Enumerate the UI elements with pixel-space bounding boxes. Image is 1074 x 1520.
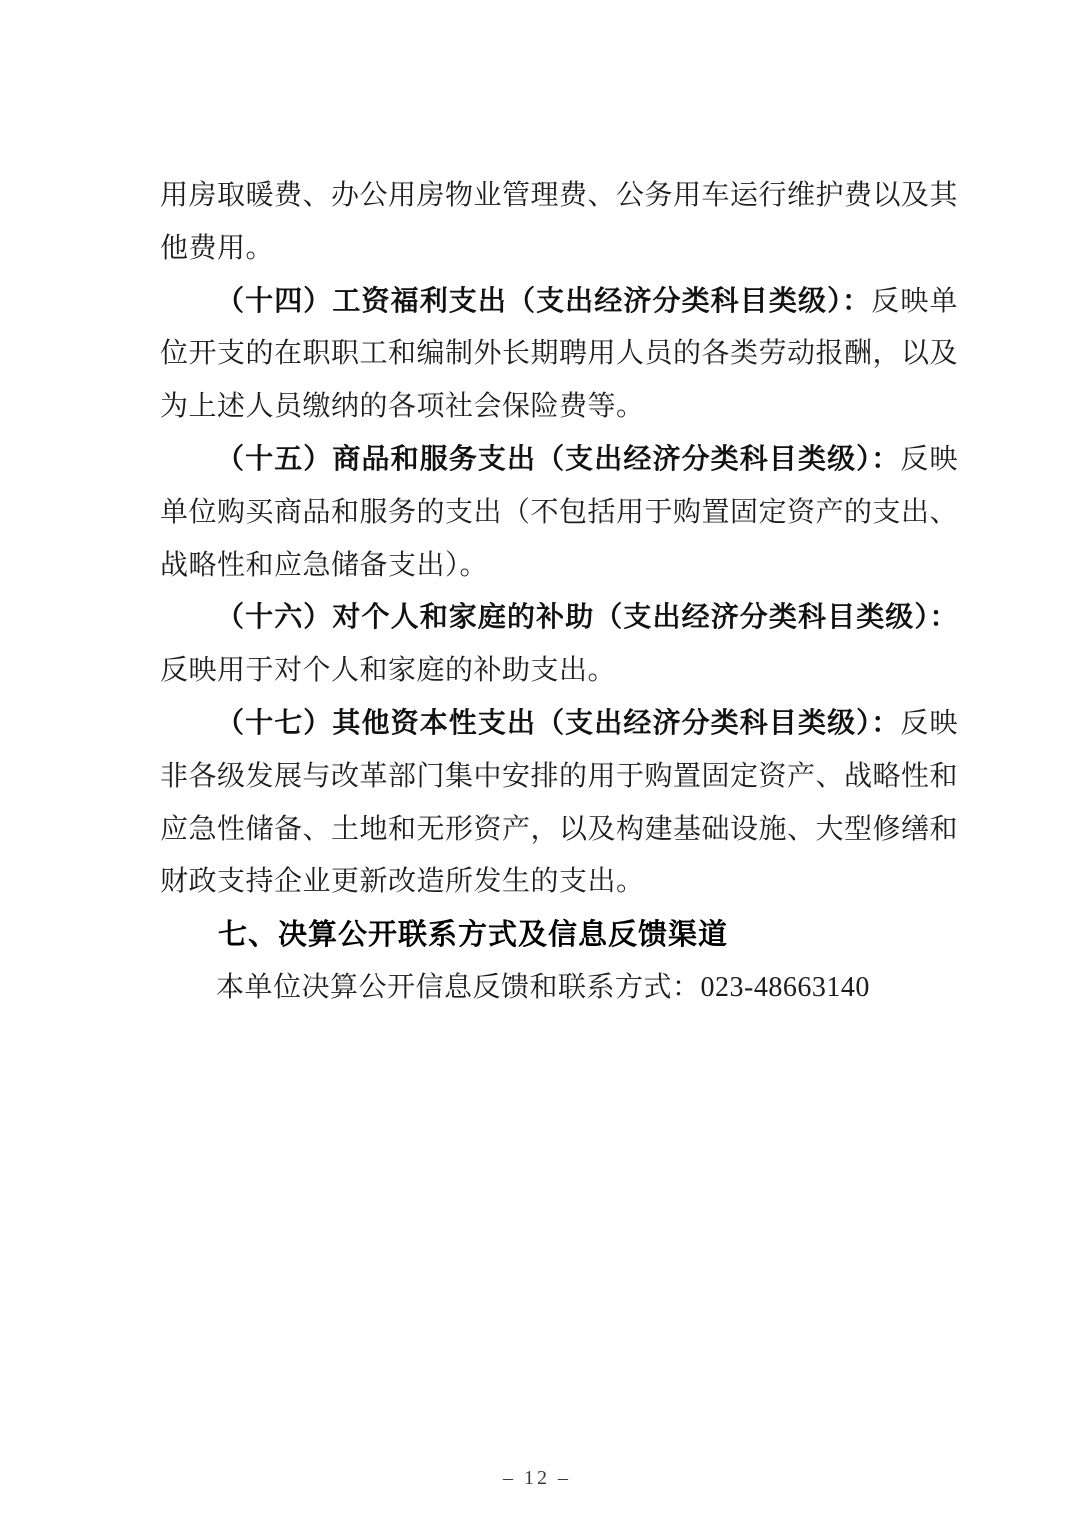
paragraph-lead: （十六）对个人和家庭的补助（支出经济分类科目类级）： <box>216 602 958 634</box>
paragraph-body: 反映单位购买商品和服务的支出（不包括用于购置固定资产的支出、战略性和应急储备支出）。 <box>160 443 959 581</box>
contact-line: 本单位决算公开信息反馈和联系方式：023-48663140 <box>216 971 870 1003</box>
body-paragraph <box>160 592 958 698</box>
page-number: – 12 – <box>503 1467 571 1489</box>
paragraph-body: 用房取暖费、办公用房物业管理费、公务用车运行维护费以及其他费用。 <box>160 180 959 264</box>
body-paragraph <box>160 276 958 434</box>
paragraph-lead: （十四）工资福利支出（支出经济分类科目类级）： <box>216 285 872 317</box>
paragraph-body: 反映单位开支的在职职工和编制外长期聘用人员的各类劳动报酬，以及为上述人员缴纳的各项社会保险费等。 <box>160 285 959 423</box>
paragraph-lead: （十七）其他资本性支出（支出经济分类科目类级）： <box>216 707 901 739</box>
body-paragraph <box>160 698 958 909</box>
section-heading: 七、决算公开联系方式及信息反馈渠道 <box>218 919 729 952</box>
document-body <box>160 170 958 1015</box>
paragraph-body: 反映非各级发展与改革部门集中安排的用于购置固定资产、战略性和应急性储备、土地和无形资产，以及构建基础设施、大型修缮和财政支持企业更新改造所发生的支出。 <box>160 707 959 898</box>
body-paragraph <box>160 434 958 592</box>
paragraph-body: 反映用于对个人和家庭的补助支出。 <box>160 655 617 687</box>
paragraph-lead: （十五）商品和服务支出（支出经济分类科目类级）： <box>216 443 901 475</box>
body-paragraph <box>160 170 958 276</box>
